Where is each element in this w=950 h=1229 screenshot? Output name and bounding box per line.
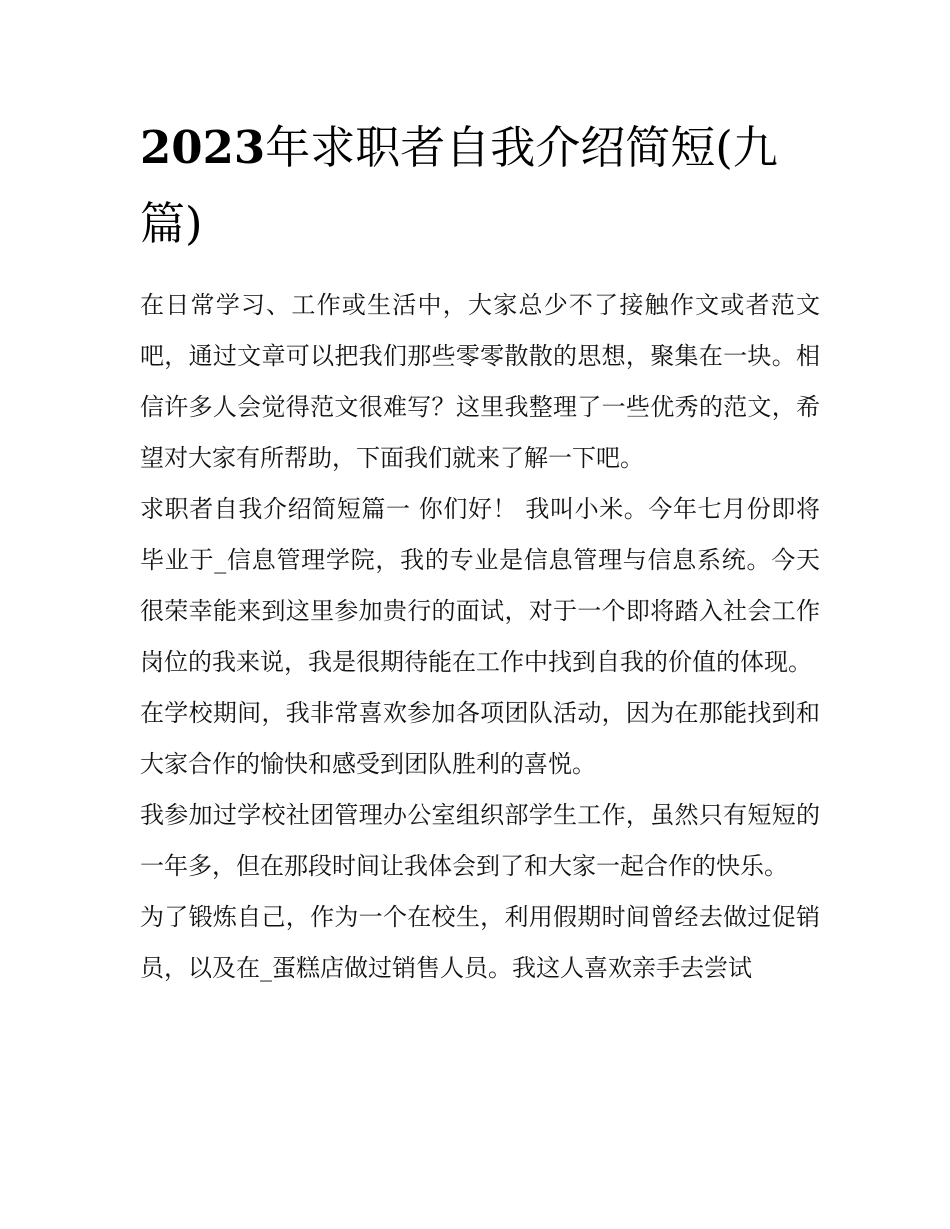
paragraph-self-introduction: 求职者自我介绍简短篇一 你们好！ 我叫小米。今年七月份即将毕业于_信息管理学院，我的专业是信息管理与信息系统。今天很荣幸能来到这里参加贵行的面试，对于一个即将踏入社会工作岗位的我来说，我是很期待能在工作中找到自我的价值的体现。 (140, 495, 820, 676)
paragraph-team-activities: 在学校期间，我非常喜欢参加各项团队活动，因为在那能找到和大家合作的愉快和感受到团队胜利的喜悦。 (140, 699, 820, 778)
document-page (140, 110, 820, 994)
document-body (140, 280, 820, 994)
paragraph-part-time-work: 为了锻炼自己，作为一个在校生，利用假期时间曾经去做过促销员，以及在_蛋糕店做过销售人员。我这人喜欢亲手去尝试 (140, 903, 820, 982)
title-year: 2023 (140, 121, 266, 174)
title-text: 年求职者自我介绍简短(九篇) (140, 121, 778, 250)
paragraph-student-work: 我参加过学校社团管理办公室组织部学生工作，虽然只有短短的一年多，但在那段时间让我体会到了和大家一起合作的快乐。 (140, 801, 820, 880)
document-title (140, 110, 820, 262)
intro-paragraph: 在日常学习、工作或生活中，大家总少不了接触作文或者范文吧，通过文章可以把我们那些零零散散的思想，聚集在一块。相信许多人会觉得范文很难写？这里我整理了一些优秀的范文，希望对大家有所帮助，下面我们就来了解一下吧。 (140, 291, 820, 472)
